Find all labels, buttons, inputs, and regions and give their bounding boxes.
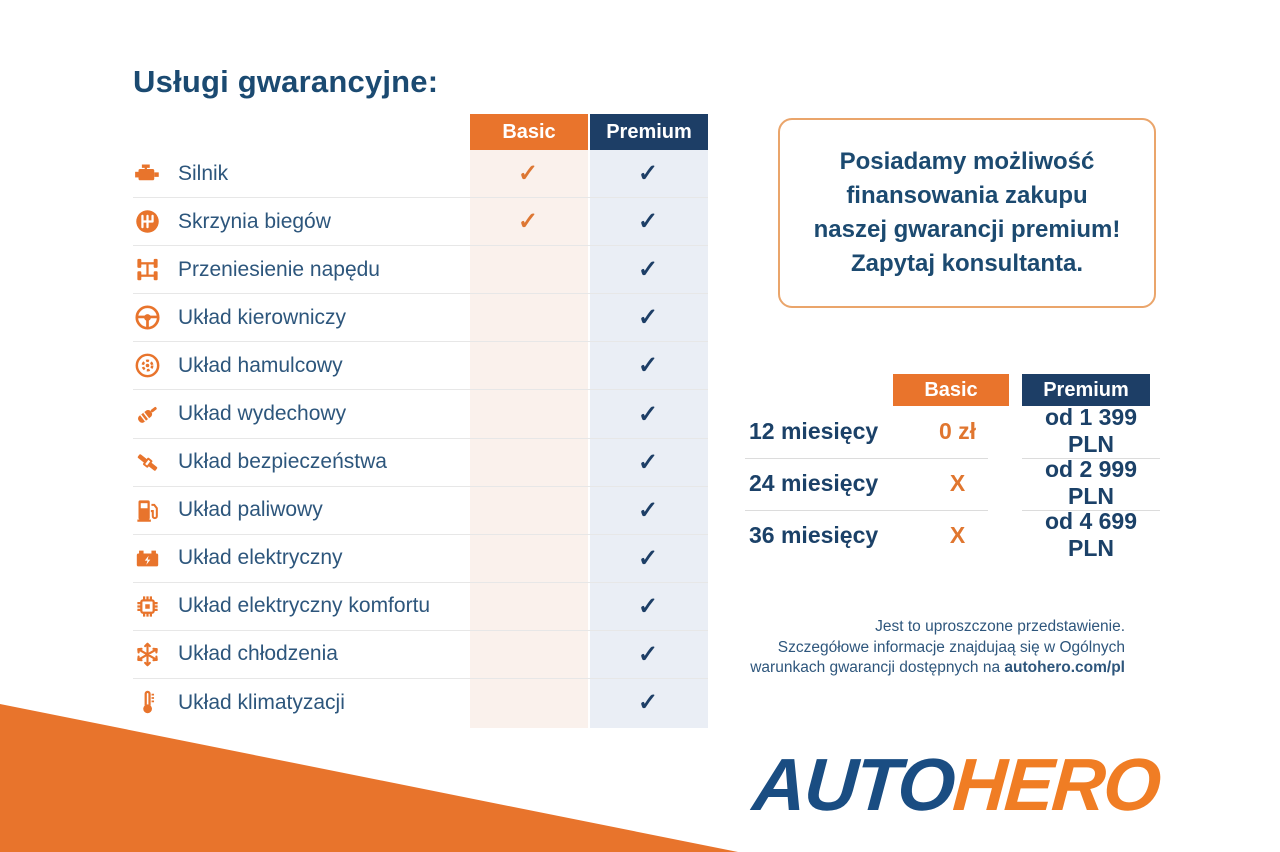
premium-check: ✓ [637,256,659,284]
website-url: autohero.com/pl [1004,659,1125,676]
promo-line: Zapytaj konsultanta. [850,250,1084,277]
table-row [133,294,708,342]
logo-text-hero: HERO [950,743,1163,826]
service-label: Układ bezpieczeństwa [178,450,387,474]
premium-check: ✓ [637,496,659,524]
table-row [133,535,708,583]
thermometer-icon [133,689,178,716]
snowflake-icon [133,641,178,668]
seatbelt-icon [133,449,178,476]
gearbox-icon [133,208,178,235]
steering-wheel-icon [133,304,178,331]
pricing-period: 36 miesięcy [749,521,879,548]
basic-column-header: Basic [470,114,588,150]
table-row [133,631,708,679]
services-table [133,114,708,726]
pricing-basic-value: X [949,469,966,496]
service-label: Silnik [178,161,229,185]
premium-check: ✓ [637,689,659,717]
logo-text-auto: AUTO [750,743,957,826]
service-label: Układ paliwowy [178,498,323,522]
premium-check: ✓ [637,160,659,188]
battery-icon [133,545,178,572]
table-row [133,439,708,487]
brake-disc-icon [133,352,178,379]
engine-icon [133,160,178,187]
premium-column-header: Premium [590,114,708,150]
premium-check: ✓ [637,640,659,668]
premium-check: ✓ [637,448,659,476]
premium-check: ✓ [637,208,659,236]
pricing-period: 24 miesięcy [749,469,879,496]
service-label: Przeniesienie napędu [178,257,380,281]
service-label: Skrzynia biegów [178,209,331,233]
exhaust-icon [133,401,178,428]
service-label: Układ hamulcowy [178,353,343,377]
disclaimer-line: warunkach gwarancji dostępnych na autohero.com/pl [750,659,1125,676]
pricing-premium-header: Premium [1022,374,1150,406]
chip-icon [133,593,178,620]
services-table-header [133,114,708,150]
premium-check: ✓ [637,352,659,380]
page-title: Usługi gwarancyjne: [133,64,439,99]
table-row [133,342,708,390]
drivetrain-icon [133,256,178,283]
service-label: Układ klimatyzacji [178,690,345,714]
table-row [133,198,708,246]
pricing-basic-value: 0 zł [938,417,977,444]
table-row [133,679,708,726]
services-rows [133,150,708,726]
pricing-period: 12 miesięcy [749,417,879,444]
premium-check: ✓ [637,304,659,332]
autohero-logo [750,743,1163,826]
service-label: Układ kierowniczy [178,305,347,329]
financing-promo-box [778,118,1156,308]
pricing-basic-header: Basic [893,374,1009,406]
fuel-pump-icon [133,497,178,524]
table-row [133,150,708,198]
basic-check: ✓ [517,160,539,188]
disclaimer-line: Szczegółowe informacje znajdujaą się w Ogólnych [777,638,1125,656]
service-label: Układ wydechowy [178,402,347,426]
pricing-row [745,509,1160,561]
table-row [133,390,708,438]
service-label: Układ chłodzenia [178,642,338,666]
pricing-basic-value: X [949,521,966,548]
premium-check: ✓ [637,400,659,428]
pricing-row [745,457,1160,509]
pricing-table [745,374,1160,574]
table-row [133,487,708,535]
promo-line: finansowania zakupu [846,182,1088,209]
service-label: Układ elektryczny komfortu [178,594,431,618]
pricing-premium-value: od 1 399 PLN [1044,404,1138,457]
pricing-premium-value: od 2 999 PLN [1044,456,1138,509]
basic-check: ✓ [517,208,539,236]
pricing-row [745,405,1160,457]
promo-line: naszej gwarancji premium! [813,216,1121,243]
disclaimer-line: Jest to uproszczone przedstawienie. [875,618,1125,635]
premium-check: ✓ [637,592,659,620]
pricing-premium-value: od 4 699 PLN [1044,508,1138,561]
premium-check: ✓ [637,544,659,572]
table-row [133,246,708,294]
disclaimer [700,617,1125,679]
table-row [133,583,708,631]
promo-line: Posiadamy możliwość [839,148,1095,175]
service-label: Układ elektryczny [178,546,343,570]
